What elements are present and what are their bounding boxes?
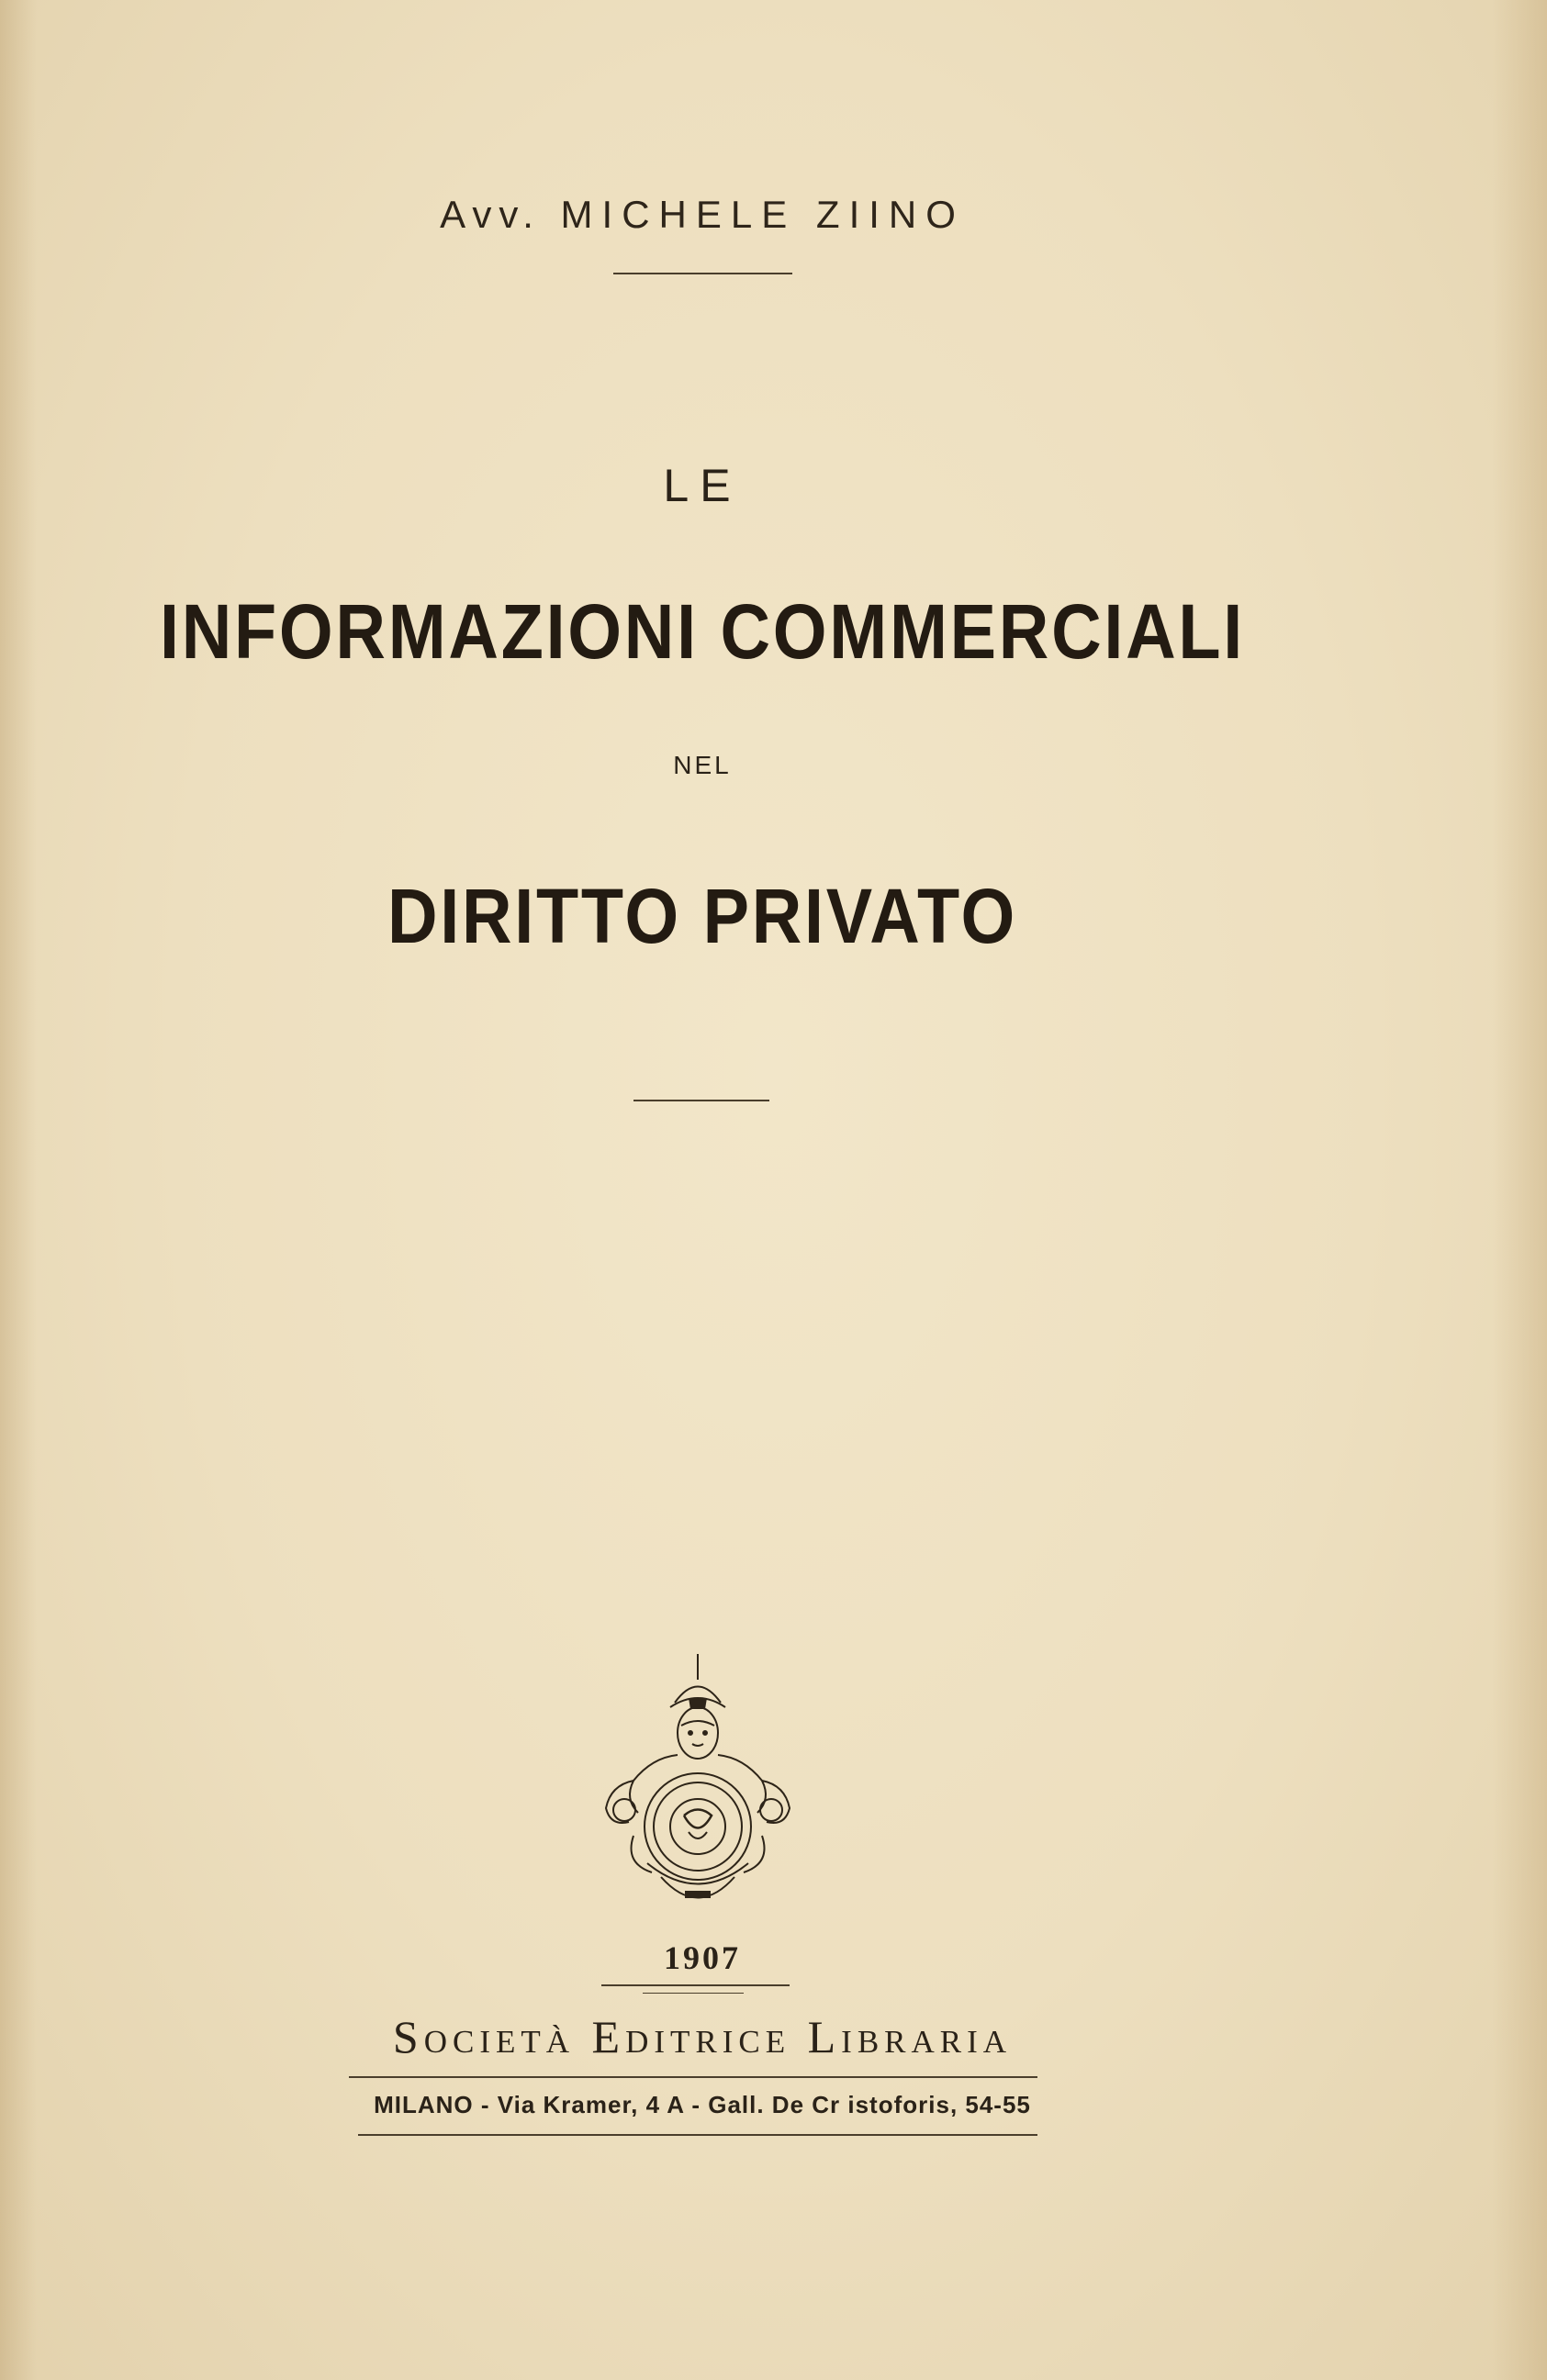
publisher-address: MILANO - Via Kramer, 4 A - Gall. De Cr istoforis, 54-55 — [374, 2091, 1031, 2118]
rule-under-title — [633, 1100, 769, 1101]
rule-under-author — [613, 273, 792, 274]
title-article: LE — [663, 460, 742, 511]
publisher-emblem-icon — [597, 1652, 799, 1918]
rule-under-publisher — [349, 2076, 1037, 2078]
rule-under-year-short — [643, 1993, 744, 1994]
rule-under-address — [358, 2134, 1037, 2136]
publication-year: 1907 — [664, 1939, 741, 1976]
publisher-name: Società Editrice Libraria — [392, 2011, 1013, 2062]
author-name: MICHELE ZIINO — [560, 193, 965, 236]
author-prefix: Avv. — [440, 193, 541, 236]
title-connector: NEL — [673, 751, 732, 779]
rule-under-year — [601, 1984, 790, 1986]
author-line — [0, 193, 1405, 237]
title-line-1: INFORMAZIONI COMMERCIALI — [160, 588, 1245, 675]
title-line-2: DIRITTO PRIVATO — [387, 873, 1017, 959]
page-edge-right — [1492, 0, 1547, 2380]
